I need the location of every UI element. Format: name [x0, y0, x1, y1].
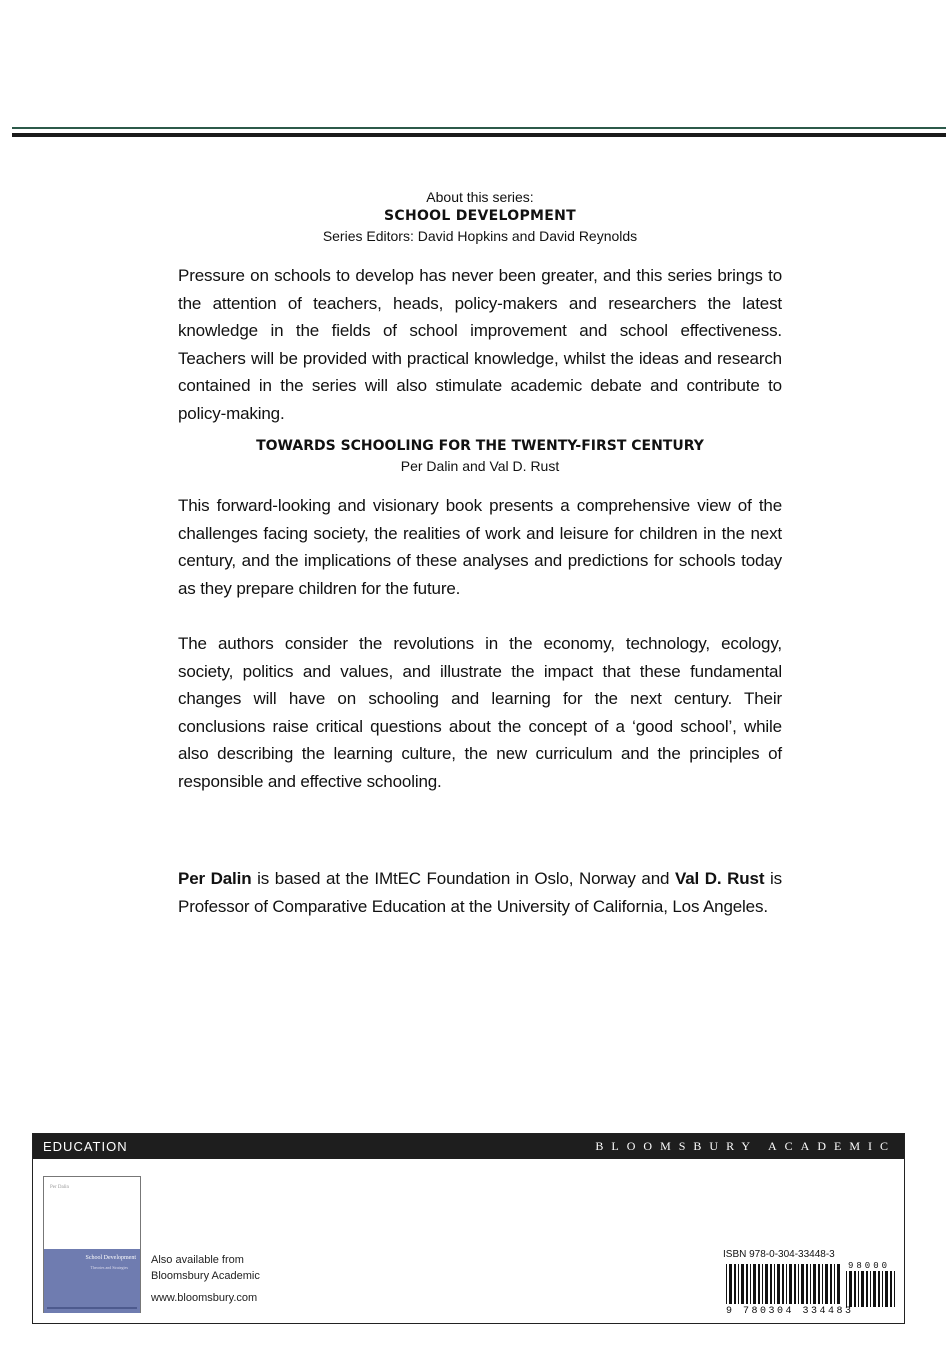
- barcode-bar: [885, 1271, 888, 1307]
- publisher-logo-text: BLOOMSBURY ACADEMIC: [595, 1139, 896, 1153]
- barcode-bar: [753, 1264, 756, 1304]
- also-available-text: [151, 1252, 260, 1284]
- thumbnail-color-band: [44, 1249, 140, 1313]
- barcode-bar: [873, 1271, 876, 1307]
- barcode-bar: [762, 1264, 763, 1304]
- barcode-bar: [774, 1264, 775, 1304]
- barcode-bar: [822, 1264, 823, 1304]
- barcode-bar: [746, 1264, 748, 1304]
- author-bio: [178, 865, 782, 920]
- barcode-bar: [830, 1264, 832, 1304]
- barcode-bar: [770, 1264, 772, 1304]
- related-book-thumbnail: [43, 1176, 141, 1313]
- barcode-bar: [734, 1264, 736, 1304]
- barcode-bar: [818, 1264, 820, 1304]
- book-title: TOWARDS SCHOOLING FOR THE TWENTY-FIRST CENTURY: [256, 438, 704, 454]
- barcode-bar: [870, 1271, 871, 1307]
- barcode-bar: [786, 1264, 787, 1304]
- series-title: SCHOOL DEVELOPMENT: [383, 208, 576, 224]
- barcode-bar: [729, 1264, 732, 1304]
- book-header: [178, 436, 782, 476]
- also-available-line-2: Bloomsbury Academic: [151, 1270, 260, 1282]
- isbn-label: ISBN 978-0-304-33448-3: [723, 1249, 835, 1260]
- barcode-bar: [726, 1264, 727, 1304]
- barcode-bar: [741, 1264, 744, 1304]
- bio-text-2: is Professor of Comparative Education at the University of California, Los Angeles.: [178, 869, 782, 916]
- barcode-bar: [825, 1264, 828, 1304]
- barcode-bar: [878, 1271, 880, 1307]
- series-header: [178, 188, 782, 246]
- barcode-bar: [849, 1271, 852, 1307]
- footer-bar: [33, 1134, 904, 1159]
- bio-text-1: is based at the IMtEC Foundation in Oslo, Norway and: [251, 869, 675, 888]
- addon-digits: 98000: [848, 1261, 891, 1271]
- also-available-line-1: Also available from: [151, 1254, 244, 1266]
- book-authors: Per Dalin and Val D. Rust: [400, 458, 560, 474]
- thumbnail-bottom-line: [47, 1307, 137, 1309]
- series-editors: Series Editors: David Hopkins and David Reynolds: [322, 228, 638, 244]
- barcode-bar: [758, 1264, 760, 1304]
- barcode-bar: [890, 1271, 892, 1307]
- barcode-bar: [777, 1264, 780, 1304]
- thumbnail-author: Per Dalin: [50, 1185, 70, 1190]
- footer-panel: [32, 1133, 905, 1324]
- barcode-bar: [834, 1264, 835, 1304]
- barcode-addon-icon: [846, 1271, 896, 1307]
- barcode-bar: [866, 1271, 868, 1307]
- series-description: Pressure on schools to develop has never been greater, and this series brings to the attention of teachers, heads, policy-makers and researchers the latest knowledge in the fields of school improvement and school effectiveness. Teachers will be provided with practical knowledge, whilst the ideas and research contained in the series will also stimulate academic debate and contribute to policy-making.: [178, 266, 782, 423]
- barcode-bar: [846, 1271, 847, 1307]
- barcode-icon: [726, 1264, 840, 1304]
- barcode-bar: [798, 1264, 799, 1304]
- bio-author-1: Per Dalin: [178, 869, 252, 888]
- book-blurb-paragraph-2: The authors consider the revolutions in the economy, technology, ecology, society, politics and values, and illustrate the impact that these fundamental changes will have on schooling and learning for the next century. Their conclusions raise critical questions about the concept of a ‘good school’, while also describing the learning culture, the new curriculum and the principles of responsible and effective schooling.: [178, 634, 782, 791]
- top-rule-thin: [12, 127, 946, 129]
- thumbnail-title: School Development: [85, 1255, 136, 1261]
- barcode-bar: [810, 1264, 811, 1304]
- barcode-bar: [861, 1271, 864, 1307]
- bio-author-2: Val D. Rust: [674, 869, 765, 888]
- barcode-bar: [894, 1271, 895, 1307]
- thumbnail-subtitle: Theories and Strategies: [90, 1265, 128, 1270]
- barcode-bar: [782, 1264, 784, 1304]
- top-rule-thick: [12, 133, 946, 137]
- barcode-bar: [837, 1264, 840, 1304]
- barcode-bar: [854, 1271, 856, 1307]
- barcode-bar: [765, 1264, 768, 1304]
- barcode-bar: [882, 1271, 883, 1307]
- barcode-bar: [794, 1264, 796, 1304]
- barcode-bar: [801, 1264, 804, 1304]
- barcode-bar: [806, 1264, 808, 1304]
- barcode-bar: [858, 1271, 859, 1307]
- barcode-digits: 9 780304 334483: [726, 1306, 854, 1317]
- book-blurb-paragraph-1: This forward-looking and visionary book presents a comprehensive view of the challenges facing society, the realities of work and leisure for children in the next century, and the implications of these analyses and predictions for schools today as they prepare children for the future.: [178, 496, 782, 598]
- series-about-label: About this series:: [426, 189, 534, 205]
- category-label: EDUCATION: [43, 1139, 128, 1154]
- barcode-bar: [813, 1264, 816, 1304]
- barcode-bar: [750, 1264, 751, 1304]
- barcode-bar: [738, 1264, 739, 1304]
- website-link[interactable]: www.bloomsbury.com: [151, 1292, 258, 1304]
- barcode-bar: [789, 1264, 792, 1304]
